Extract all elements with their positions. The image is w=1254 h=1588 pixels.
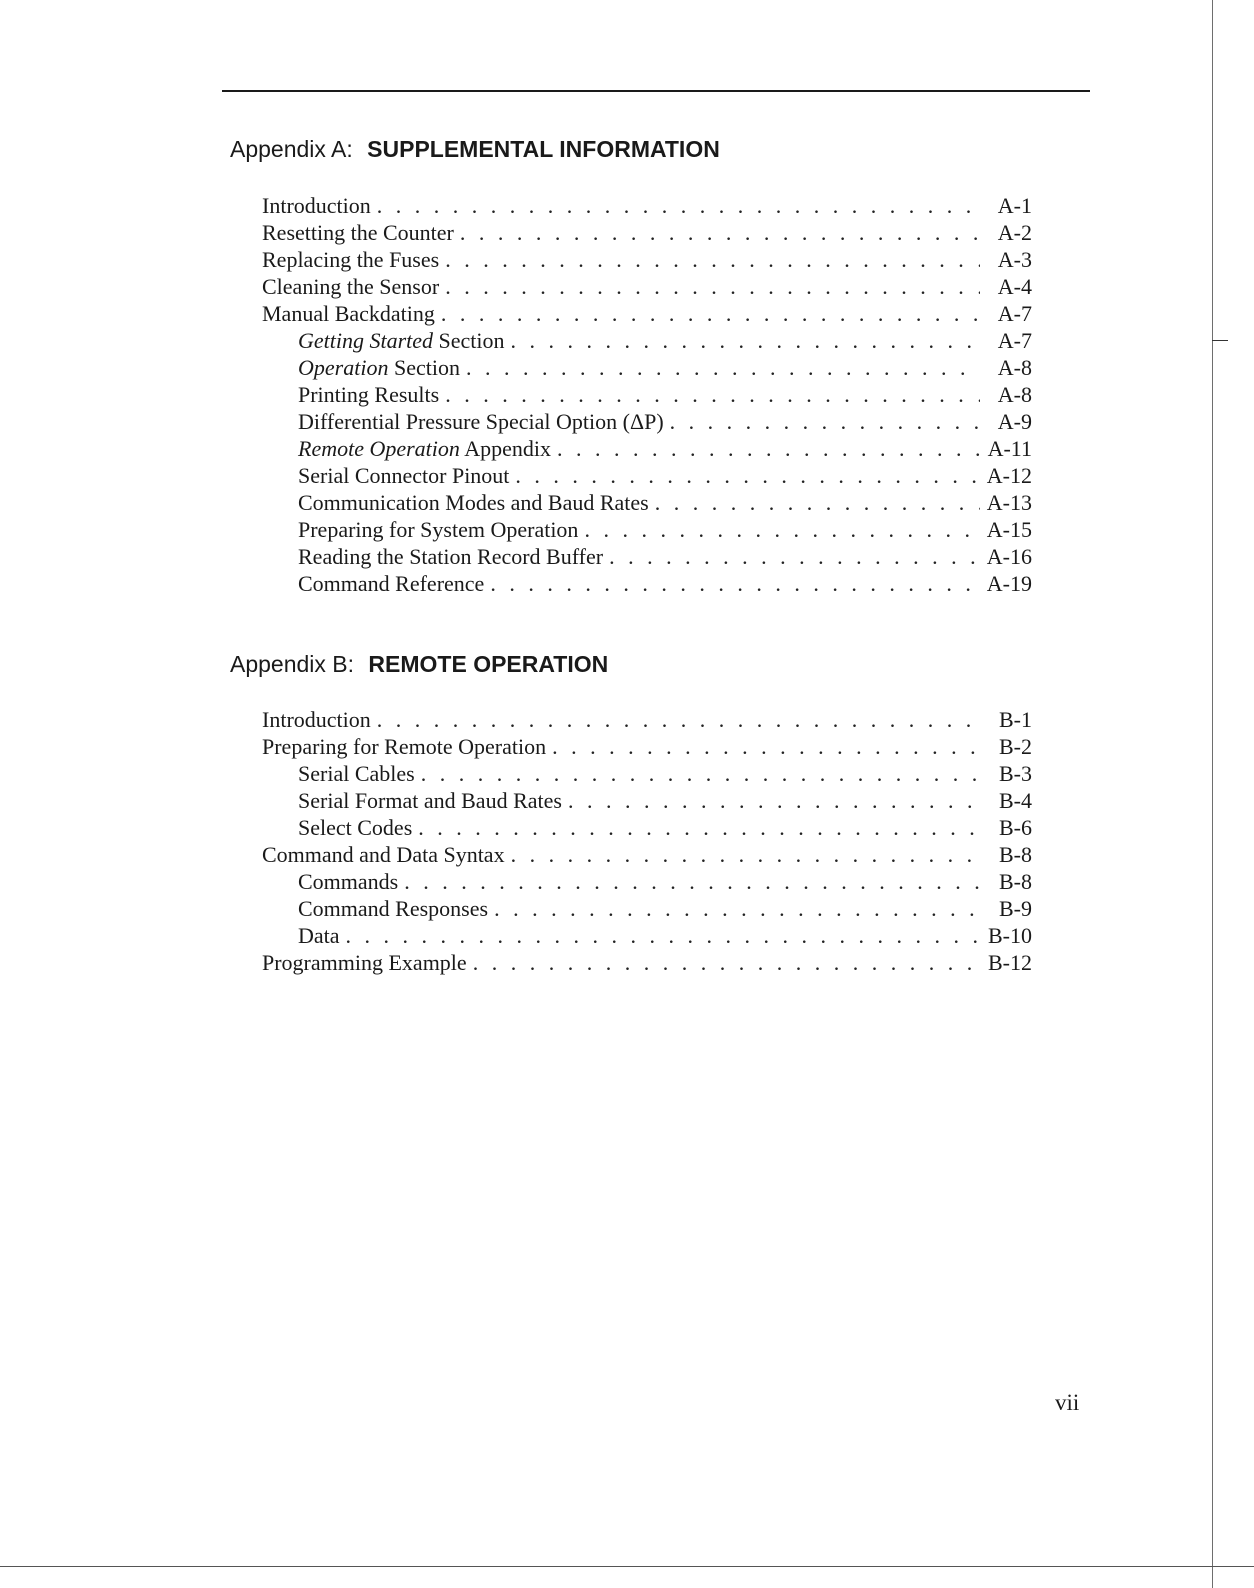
toc-subentry[interactable] (262, 489, 1032, 516)
toc-entry-page: A-7 (997, 328, 1032, 353)
toc-entry-label: Programming Example (262, 950, 467, 975)
toc-entry-italic: Operation (298, 355, 389, 380)
toc-subentry[interactable] (262, 381, 1032, 408)
toc-entry-page: B-6 (999, 815, 1032, 840)
dot-leader (505, 841, 980, 868)
toc-entry-page: A-9 (997, 409, 1032, 434)
dot-leader (488, 895, 980, 922)
toc-subentry[interactable] (262, 327, 1032, 354)
toc-entry-label: Preparing for System Operation (298, 517, 579, 542)
appendix-a-heading (230, 136, 720, 163)
toc-entry-label: Resetting the Counter (262, 220, 454, 245)
toc-subentry[interactable] (262, 516, 1032, 543)
toc-subentry[interactable] (262, 354, 1032, 381)
dot-leader (340, 922, 980, 949)
toc-entry-page: A-7 (997, 301, 1032, 326)
toc-entry-page: A-16 (986, 544, 1032, 569)
toc-entry-label: Serial Cables (298, 761, 415, 786)
toc-entry-label (298, 327, 505, 354)
toc-entry-label: Commands (298, 869, 399, 894)
toc-entry-italic: Getting Started (298, 328, 434, 353)
toc-subentry[interactable] (262, 787, 1032, 814)
toc-entry-label: Preparing for Remote Operation (262, 734, 547, 759)
dot-leader (505, 327, 980, 354)
toc-entry-page: A-2 (997, 220, 1032, 245)
toc-entry-label: Communication Modes and Baud Rates (298, 490, 649, 515)
toc-subentry[interactable] (262, 814, 1032, 841)
appendix-a-title: SUPPLEMENTAL INFORMATION (367, 136, 720, 162)
toc-entry[interactable] (262, 192, 1032, 219)
toc-entry-label: Cleaning the Sensor (262, 274, 440, 299)
toc-entry-label: Printing Results (298, 382, 440, 407)
dot-leader (562, 787, 980, 814)
appendix-b-toc (262, 706, 1032, 976)
dot-leader (664, 408, 980, 435)
toc-entry[interactable] (262, 841, 1032, 868)
toc-entry-label: Select Codes (298, 815, 413, 840)
toc-entry-label-rest: Section (388, 355, 460, 380)
toc-entry[interactable] (262, 949, 1032, 976)
toc-subentry[interactable] (262, 570, 1032, 597)
dot-leader (439, 273, 980, 300)
dot-leader (371, 192, 980, 219)
dot-leader (484, 570, 980, 597)
dot-leader (509, 462, 980, 489)
appendix-b-title: REMOTE OPERATION (368, 651, 609, 677)
toc-entry-page: A-11 (987, 436, 1032, 461)
dot-leader (578, 516, 980, 543)
dot-leader (603, 543, 980, 570)
top-rule (222, 90, 1090, 92)
dot-leader (415, 760, 980, 787)
page-edge-tick (1212, 340, 1228, 341)
toc-entry-italic: Remote Operation (298, 436, 460, 461)
dot-leader (435, 300, 980, 327)
toc-entry-label: Introduction (262, 707, 371, 732)
toc-entry-label (298, 354, 460, 381)
toc-entry-page: A-3 (997, 247, 1032, 272)
toc-entry-page: B-8 (999, 842, 1032, 867)
toc-entry-label-rest: Section (433, 328, 505, 353)
toc-entry-page: B-12 (988, 950, 1032, 975)
toc-entry-page: B-8 (999, 869, 1032, 894)
toc-subentry[interactable] (262, 435, 1032, 462)
appendix-a-prefix: Appendix A: (230, 136, 353, 162)
toc-entry-label: Command Reference (298, 571, 485, 596)
page-number: vii (1055, 1390, 1080, 1415)
appendix-b-prefix: Appendix B: (230, 651, 355, 677)
dot-leader (439, 381, 980, 408)
dot-leader (546, 733, 980, 760)
appendix-a-toc (262, 192, 1032, 597)
toc-entry-page: B-9 (999, 896, 1032, 921)
toc-entry-label: Manual Backdating (262, 301, 435, 326)
toc-entry[interactable] (262, 246, 1032, 273)
toc-entry[interactable] (262, 273, 1032, 300)
dot-leader (398, 868, 980, 895)
toc-entry-page: A-8 (997, 382, 1032, 407)
toc-entry-label (298, 435, 551, 462)
toc-entry-page: A-13 (986, 490, 1032, 515)
toc-entry-page: B-3 (999, 761, 1032, 786)
toc-entry-page: A-1 (997, 193, 1032, 218)
dot-leader (649, 489, 980, 516)
toc-entry-label: Reading the Station Record Buffer (298, 544, 604, 569)
toc-entry-page: B-1 (999, 707, 1032, 732)
dot-leader (454, 219, 980, 246)
toc-entry-label: Introduction (262, 193, 371, 218)
dot-leader (412, 814, 980, 841)
toc-entry-page: B-10 (988, 923, 1032, 948)
bottom-edge-line (0, 1566, 1254, 1567)
toc-entry-label: Differential Pressure Special Option (ΔP) (298, 409, 664, 434)
dot-leader (467, 949, 980, 976)
toc-entry[interactable] (262, 706, 1032, 733)
toc-entry[interactable] (262, 300, 1032, 327)
toc-subentry[interactable] (262, 760, 1032, 787)
toc-entry-label: Data (298, 923, 340, 948)
toc-entry-label: Replacing the Fuses (262, 247, 440, 272)
toc-entry[interactable] (262, 219, 1032, 246)
toc-subentry[interactable] (262, 895, 1032, 922)
toc-entry-label: Command and Data Syntax (262, 842, 505, 867)
toc-entry[interactable] (262, 733, 1032, 760)
toc-subentry[interactable] (262, 408, 1032, 435)
toc-subentry[interactable] (262, 462, 1032, 489)
toc-entry-label: Serial Format and Baud Rates (298, 788, 562, 813)
dot-leader (460, 354, 980, 381)
toc-entry-label: Serial Connector Pinout (298, 463, 510, 488)
toc-entry-page: A-8 (997, 355, 1032, 380)
toc-entry-page: B-2 (999, 734, 1032, 759)
toc-subentry[interactable] (262, 868, 1032, 895)
toc-subentry[interactable] (262, 543, 1032, 570)
toc-entry-page: A-15 (986, 517, 1032, 542)
toc-entry-page: B-4 (999, 788, 1032, 813)
dot-leader (371, 706, 980, 733)
page-edge-line (1212, 0, 1213, 1588)
toc-entry-page: A-12 (986, 463, 1032, 488)
dot-leader (439, 246, 980, 273)
toc-entry-label: Command Responses (298, 896, 489, 921)
toc-subentry[interactable] (262, 922, 1032, 949)
appendix-b-heading (230, 651, 608, 678)
toc-entry-label-rest: Appendix (459, 436, 551, 461)
dot-leader (551, 435, 980, 462)
toc-entry-page: A-4 (997, 274, 1032, 299)
toc-entry-page: A-19 (986, 571, 1032, 596)
